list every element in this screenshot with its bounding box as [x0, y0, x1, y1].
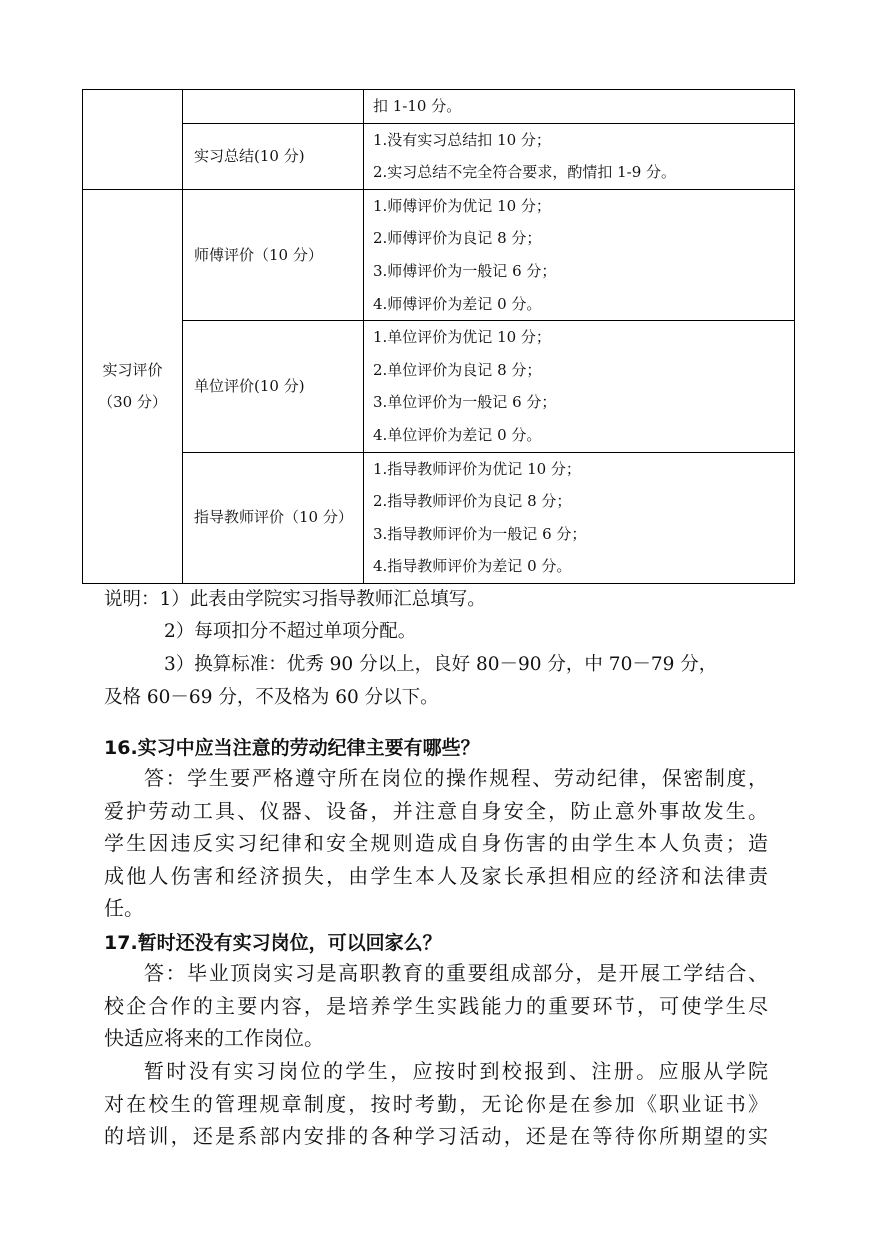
rule-line: 4.师傅评价为差记 0 分。 [373, 294, 542, 313]
note-3: 3）换算标准：优秀 90 分以上，良好 80－90 分，中 70－79 分， [164, 654, 718, 675]
category-cell-empty [83, 90, 183, 190]
rule-line: 3.指导教师评价为一般记 6 分； [373, 524, 587, 543]
rule-line: 4.指导教师评价为差记 0 分。 [373, 557, 572, 576]
rules-cell [364, 452, 795, 583]
text-line: 答：学生要严格遵守所在岗位的操作规程、劳动纪律，保密制度， [144, 766, 768, 790]
text-line: 成他人伤害和经济损失，由学生本人及家长承担相应的经济和法律责 [104, 863, 768, 888]
table-row [83, 189, 795, 320]
rule-line: 2.指导教师评价为良记 8 分； [373, 492, 572, 511]
note-2: 2）每项扣分不超过单项分配。 [164, 621, 417, 642]
table-row [83, 321, 795, 452]
table-row [83, 90, 795, 124]
rules-cell [364, 321, 795, 452]
table-row [83, 452, 795, 583]
rules-cell [364, 123, 795, 189]
rule-line: 1.师傅评价为优记 10 分； [373, 196, 551, 215]
rule-line: 2.师傅评价为良记 8 分； [373, 229, 542, 248]
note-3-continued: 及格 60－69 分，不及格为 60 分以下。 [104, 687, 439, 708]
text-line: 学生因违反实习纪律和安全规则造成自身伤害的由学生本人负责；造 [104, 831, 768, 856]
item-cell: 指导教师评价（10 分） [183, 452, 364, 583]
rule-line: 1.没有实习总结扣 10 分； [373, 130, 551, 149]
question-17-paragraph-2 [104, 1055, 768, 1153]
item-cell-empty [183, 90, 364, 124]
text-line: 暂时没有实习岗位的学生，应按时到校报到、注册。应服从学院 [144, 1059, 768, 1083]
text-line: 对在校生的管理规章制度，按时考勤，无论你是在参加《职业证书》 [104, 1091, 768, 1116]
rules-cell [364, 189, 795, 320]
evaluation-table [82, 89, 795, 584]
text-line: 爱护劳动工具、仪器、设备，并注意自身安全，防止意外事故发生。 [104, 798, 768, 823]
text-line: 任。 [104, 896, 144, 921]
question-17-heading: 17.暂时还没有实习岗位，可以回家么？ [104, 932, 442, 954]
item-cell: 师傅评价（10 分） [183, 189, 364, 320]
category-score: （30 分） [98, 393, 167, 412]
item-cell: 单位评价(10 分) [183, 321, 364, 452]
rule-line: 2.单位评价为良记 8 分； [373, 360, 542, 379]
rule-line: 1.单位评价为优记 10 分； [373, 328, 551, 347]
rule-line: 3.单位评价为一般记 6 分； [373, 393, 557, 412]
table-row [83, 123, 795, 189]
rule-line: 2.实习总结不完全符合要求，酌情扣 1-9 分。 [373, 163, 677, 182]
text-line: 的培训，还是系部内安排的各种学习活动，还是在等待你所期望的实 [104, 1124, 768, 1149]
question-17-answer [104, 957, 768, 1055]
question-16-heading: 16.实习中应当注意的劳动纪律主要有哪些？ [104, 737, 480, 759]
rule-line: 3.师傅评价为一般记 6 分； [373, 261, 557, 280]
category-label: 实习评价 [102, 360, 163, 379]
item-cell: 实习总结(10 分) [183, 123, 364, 189]
text-line: 校企合作的主要内容，是培养学生实践能力的重要环节，可使学生尽 [104, 993, 768, 1018]
text-line: 快适应将来的工作岗位。 [104, 1026, 324, 1051]
rule-line: 1.指导教师评价为优记 10 分； [373, 459, 581, 478]
question-16-answer [104, 762, 768, 925]
note-1: 说明：1）此表由学院实习指导教师汇总填写。 [104, 589, 486, 610]
rule-line: 扣 1-10 分。 [373, 97, 462, 115]
rules-cell [364, 90, 795, 124]
rule-line: 4.单位评价为差记 0 分。 [373, 425, 542, 444]
text-line: 答：毕业顶岗实习是高职教育的重要组成部分，是开展工学结合、 [144, 961, 768, 985]
category-cell [83, 189, 183, 583]
